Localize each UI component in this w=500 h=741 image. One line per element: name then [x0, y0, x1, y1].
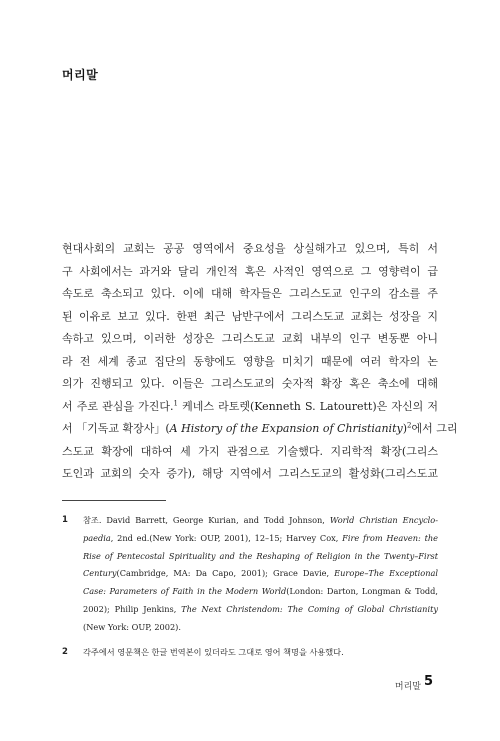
footnote-line	[83, 601, 438, 619]
footnote-line	[83, 548, 438, 566]
body-line-with-book-title	[62, 418, 458, 441]
footnote-text: , 2nd ed.(New York: OUP, 2001), 12–15; Harvey Cox,	[110, 532, 343, 543]
body-line: 속도로 축소되고 있다. 이에 대해 학자들은 그리스도교 인구의 감소를 주	[62, 287, 438, 300]
page-number: 5	[424, 674, 434, 689]
footnote-divider	[62, 500, 166, 501]
running-footer-label: 머리말	[394, 682, 421, 692]
footnote-title: paedia	[83, 532, 111, 543]
footnote-text: (Cambridge, MA: Da Capo, 2001); Grace Davie,	[116, 568, 335, 579]
book-title-english: A History of the Expansion of Christianity	[169, 422, 403, 435]
body-text-run: 서 주로 관심을 가진다.	[62, 399, 174, 413]
body-text-run: )	[402, 422, 408, 435]
footnote-1	[62, 512, 438, 637]
body-text-run: 케네스 라토렛(Kenneth S. Latourett)은 자신의 저	[177, 399, 438, 413]
body-line: 구 사회에서는 과거와 달리 개인적 혹은 사적인 영역으로 그 영향력이 급	[62, 264, 438, 278]
body-line: 도인과 교회의 숫자 증가), 해당 지역에서 그리스도교의 활성화(그리스도교	[62, 467, 438, 480]
body-line: 스도교 확장에 대하여 세 가지 관점으로 기술했다. 지리학적 확장(그리스	[62, 444, 438, 458]
footnote-line	[83, 583, 438, 601]
footnote-number: 1	[62, 515, 68, 525]
body-text-run: 에서 그리	[411, 422, 458, 435]
footnote-text: (New York: OUP, 2002).	[83, 621, 181, 632]
footnote-text: 각주에서 영문책은 한글 번역본이 있더라도 그대로 영어 책명을 사용했다.	[83, 646, 344, 657]
footnote-number: 2	[62, 646, 68, 657]
footnote-line	[83, 512, 438, 530]
footnote-body	[83, 512, 438, 637]
footnotes	[62, 512, 438, 668]
footnote-title: Europe–The Exceptional	[334, 568, 438, 579]
body-text-run: 서 「기독교 확장사」(	[62, 422, 170, 435]
footnote-title: The Next Christendom: The Coming of Global Christianity	[181, 603, 438, 614]
body-line: 속하고 있으며, 이러한 성장은 그리스도교 교회 내부의 인구 변동뿐 아니	[62, 332, 438, 345]
footnote-text: (London: Darton, Longman & Todd,	[286, 586, 438, 597]
body-line: 라 전 세계 종교 집단의 동향에도 영향을 미치기 때문에 여러 학자의 논	[62, 354, 438, 368]
footnote-text: 참조. David Barrett, George Kurian, and Todd Johnson,	[83, 515, 330, 525]
body-line: 된 이유로 보고 있다. 한편 최근 남반구에서 그리스도교 교회는 성장을 지	[62, 309, 438, 323]
footnote-title: Case: Parameters of Faith in the Modern World	[83, 586, 287, 597]
footnote-title: World Christian Encyclo-	[329, 515, 438, 525]
footnote-line	[83, 530, 438, 548]
body-text	[62, 238, 458, 486]
footnote-line	[83, 619, 438, 637]
footnote-text: 2002); Philip Jenkins,	[83, 603, 182, 614]
body-line: 의가 진행되고 있다. 이들은 그리스도교의 숫자적 확장 혹은 축소에 대해	[62, 377, 438, 390]
footnote-title: Century	[83, 568, 117, 579]
footnote-ref-1: 1	[173, 398, 178, 407]
footnote-ref-2: 2	[407, 421, 412, 430]
footnote-2	[62, 644, 438, 662]
footnote-title: Fire from Heaven: the	[342, 532, 438, 543]
footnote-body	[83, 644, 438, 662]
chapter-heading: 머리말	[62, 68, 99, 82]
body-line-with-footnote-ref	[62, 396, 438, 419]
footnote-title: Rise of Pentecostal Spirituality and the Reshaping of Religion in the Twenty–First	[83, 550, 438, 561]
body-line: 현대사회의 교회는 공공 영역에서 중요성을 상실해가고 있으며, 특히 서	[62, 242, 438, 255]
footnote-line	[83, 565, 438, 583]
